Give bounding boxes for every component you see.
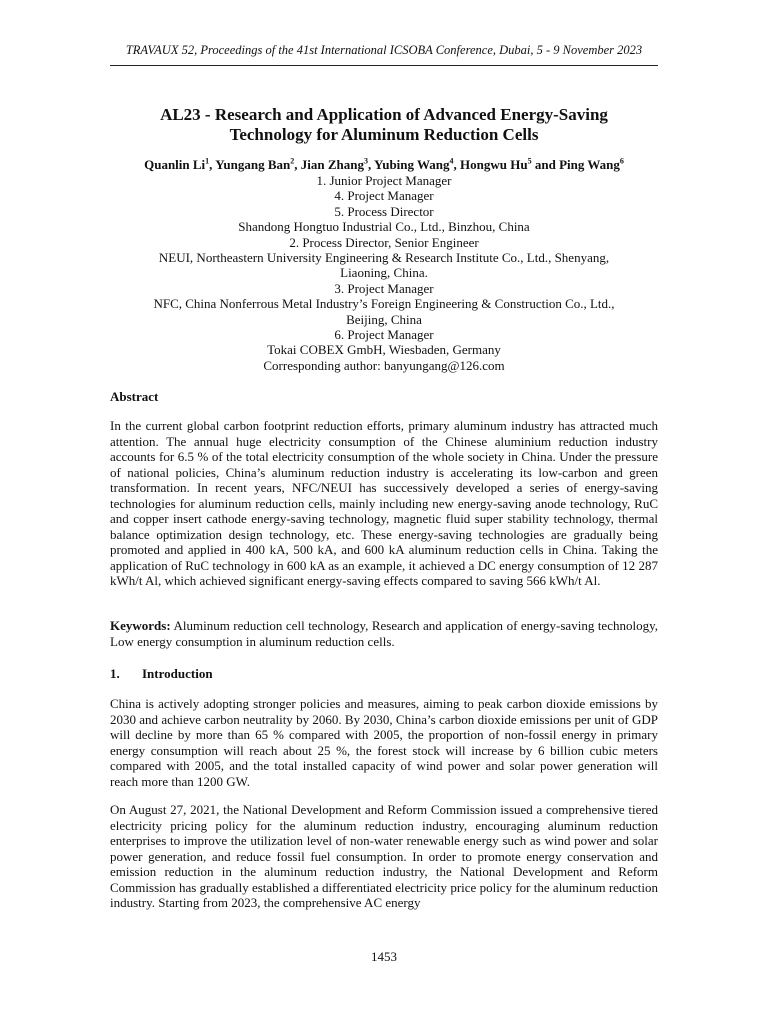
author-name: Jian Zhang	[300, 157, 364, 172]
author-separator: ,	[453, 157, 461, 172]
section-number: 1.	[110, 666, 120, 681]
affiliation-line: 3. Project Manager	[334, 280, 434, 296]
running-header: TRAVAUX 52, Proceedings of the 41st International ICSOBA Conference, Dubai, 5 - 9 November 2023	[125, 43, 643, 57]
affiliation-line: NEUI, Northeastern University Engineering & Research Institute Co., Ltd., Shenyang,	[158, 250, 610, 266]
author-name: Ping Wang	[559, 157, 620, 172]
author-affiliation-marker: 6	[619, 156, 624, 166]
affiliation-line: 6. Project Manager	[334, 327, 434, 343]
affiliation-line: 5. Process Director	[334, 203, 434, 219]
author-separator: and	[531, 157, 560, 172]
title-line-1: AL23 - Research and Application of Advanced Energy-Saving	[160, 105, 608, 124]
author-separator: ,	[367, 157, 375, 172]
affiliation-line: Tokai COBEX GmbH, Wiesbaden, Germany	[267, 342, 501, 358]
affiliation-line: Beijing, China	[346, 311, 422, 327]
affiliation-line: 2. Process Director, Senior Engineer	[289, 234, 479, 250]
section-heading-introduction	[110, 666, 213, 681]
affiliation-block	[110, 173, 658, 373]
author-name: Yubing Wang	[374, 157, 450, 172]
author-name: Quanlin Li	[144, 157, 206, 172]
affiliation-line: Liaoning, China.	[340, 265, 428, 281]
author-separator: ,	[294, 157, 301, 172]
keywords-label: Keywords:	[110, 618, 171, 633]
section-title: Introduction	[142, 666, 213, 681]
author-affiliation-marker: 3	[363, 156, 368, 166]
author-list	[110, 157, 658, 172]
paper-title	[110, 105, 658, 145]
author-affiliation-marker: 4	[449, 156, 454, 166]
author-name: Yungang Ban	[215, 157, 291, 172]
affiliation-line: NFC, China Nonferrous Metal Industry’s Foreign Engineering & Construction Co., Ltd.,	[153, 296, 615, 312]
page-number: 1453	[371, 949, 397, 964]
abstract-text: In the current global carbon footprint reduction efforts, primary aluminum industry has attracted much attention. The annual huge electricity consumption of the Chinese aluminium reduction industry accounts for 6.5 % of the total electricity consumption of the whole society in China. Under the pressure of national policies, China’s aluminum reduction industry is accelerating its low-carbon and green transformation. In recent years, NFC/NEUI has successively developed a series of energy-saving technologies for aluminum reduction cells, mainly including new energy-saving anode technology, RuC and copper insert cathode energy-saving technology, magnetic fluid super stability technology, thermal balance optimization design technology, etc. These energy-saving technologies are gradually being promoted and applied in 400 kA, 500 kA, and 600 kA aluminum reduction cells in China. Taking the application of RuC technology in 600 kA as an example, it achieved a DC energy consumption of 12 287 kWh/t Al, which achieved significant energy-saving effects compared to saving 566 kWh/t Al.	[110, 418, 658, 588]
author-affiliation-marker: 2	[290, 156, 295, 166]
title-line-2: Technology for Aluminum Reduction Cells	[229, 125, 539, 144]
affiliation-line: 4. Project Manager	[334, 188, 434, 204]
abstract-heading: Abstract	[110, 389, 159, 404]
affiliation-line: Shandong Hongtuo Industrial Co., Ltd., Binzhou, China	[238, 219, 530, 235]
author-affiliation-marker: 5	[527, 156, 532, 166]
keywords-text: Aluminum reduction cell technology, Research and application of energy-saving technology, Low energy consumption in aluminum reduction cells.	[110, 618, 658, 649]
header-rule	[110, 65, 658, 66]
intro-paragraph-1: China is actively adopting stronger policies and measures, aiming to peak carbon dioxide emissions by 2030 and achieve carbon neutrality by 2060. By 2030, China’s carbon dioxide emissions per unit of GDP will decline by more than 65 % compared with 2005, the proportion of non-fossil energy in primary energy consumption will reach about 25 %, the forest stock will increase by 6 billion cubic meters compared with 2005, and the total installed capacity of wind power and solar power generation will reach more than 1200 GW.	[110, 696, 658, 789]
author-affiliation-marker: 1	[205, 156, 210, 166]
keywords-paragraph	[110, 618, 658, 649]
author-name: Hongwu Hu	[460, 157, 528, 172]
affiliation-line: 1. Junior Project Manager	[316, 173, 452, 188]
affiliation-line: Corresponding author: banyungang@126.com	[263, 357, 505, 373]
author-separator: ,	[209, 157, 216, 172]
intro-paragraph-2: On August 27, 2021, the National Development and Reform Commission issued a comprehensive tiered electricity pricing policy for the aluminum reduction industry, encouraging aluminum reduction enterprises to improve the utilization level of non-water renewable energy such as wind power and solar power generation, and reduce fossil fuel consumption. In order to promote energy conservation and emission reduction in the aluminum reduction industry, the National Development and Reform Commission has gradually established a differentiated electricity price policy for the aluminum reduction industry. Starting from 2023, the comprehensive AC energy	[110, 802, 658, 910]
